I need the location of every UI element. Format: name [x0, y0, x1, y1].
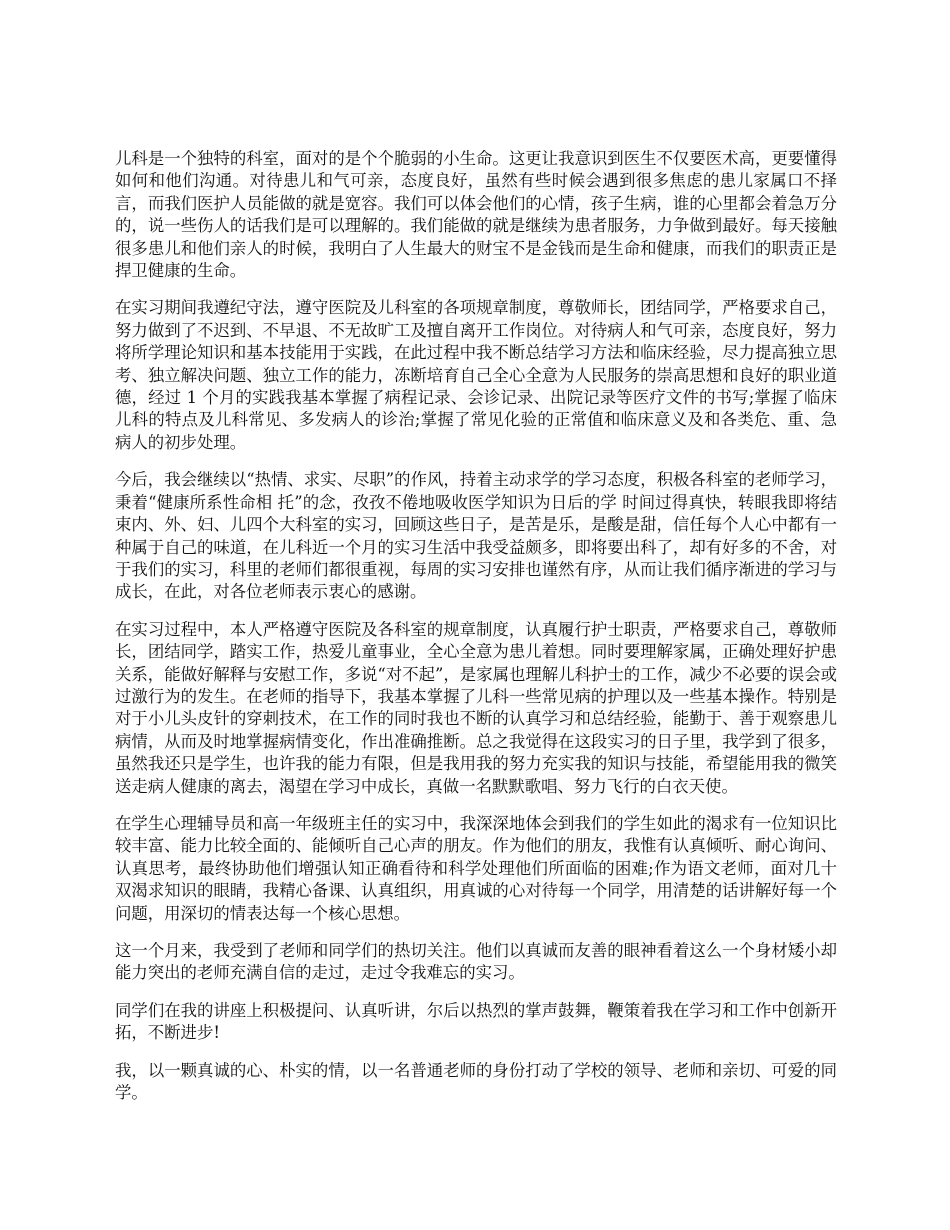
paragraph: 在学生心理辅导员和高一年级班主任的实习中，我深深地体会到我们的学生如此的渴求有一位知识比较丰富、能力比较全面的、能倾听自己心声的朋友。作为他们的朋友，我惟有认真倾听、耐心询问、认真思考，最终协助他们增强认知正确看待和科学处理他们所面临的困难;作为语文老师，面对几十双渴求知识的眼睛，我精心备课、认真组织，用真诚的心对待每一个同学，用清楚的话讲解好每一个问题，用深切的情表达每一个核心思想。 [115, 813, 837, 923]
paragraph: 儿科是一个独特的科室，面对的是个个脆弱的小生命。这更让我意识到医生不仅要医术高，更要懂得如何和他们沟通。对待患儿和气可亲，态度良好，虽然有些时候会遇到很多焦虑的患儿家属口不择言，而我们医护人员能做的就是宽容。我们可以体会他们的心情，孩子生病，谁的心里都会着急万分的，说一些伤人的话我们是可以理解的。我们能做的就是继续为患者服务，力争做到最好。每天接触很多患儿和他们亲人的时候，我明白了人生最大的财宝不是金钱而是生命和健康，而我们的职责正是捍卫健康的生命。 [115, 149, 837, 281]
paragraph: 我，以一颗真诚的心、朴实的情，以一名普通老师的身份打动了学校的领导、老师和亲切、可爱的同学。 [115, 1060, 837, 1103]
paragraph: 今后，我会继续以“热情、求实、尽职”的作风，持着主动求学的学习态度，积极各科室的老师学习，秉着“健康所系性命相 托”的念，孜孜不倦地吸收医学知识为日后的学 时间过得真快，转眼我即将结束内、外、妇、儿四个大科室的实习，回顾这些日子，是苦是乐，是酸是甜，信任每个人心中都有一种属于自己的味道，在儿科近一个月的实习生活中我受益颇多，即将要出科了，却有好多的不舍，对于我们的实习，科里的老师们都很重视，每周的实习安排也谨然有序，从而让我们循序渐进的学习与成长，在此，对各位老师表示衷心的感谢。 [115, 470, 837, 602]
document-body [115, 148, 837, 1119]
paragraph: 这一个月来，我受到了老师和同学们的热切关注。他们以真诚而友善的眼神看着这么一个身材矮小却能力突出的老师充满自信的走过，走过令我难忘的实习。 [115, 941, 837, 983]
paragraph: 在实习过程中，本人严格遵守医院及各科室的规章制度，认真履行护士职责，严格要求自己，尊敬师长，团结同学，踏实工作，热爱儿童事业，全心全意为患儿着想。同时要理解家属，正确处理好护患关系，能做好解释与安慰工作，多说“对不起”，是家属也理解儿科护士的工作，减少不必要的误会或过激行为的发生。在老师的指导下，我基本掌握了儿科一些常见病的护理以及一些基本操作。特别是对于小儿头皮针的穿刺技术，在工作的同时我也不断的认真学习和总结经验，能勤于、善于观察患儿病情，从而及时地掌握病情变化，作出准确推断。总之我觉得在这段实习的日子里，我学到了很多，虽然我还只是学生，也许我的能力有限，但是我用我的努力充实我的知识与技能，希望能用我的微笑送走病人健康的离去，渴望在学习中成长，真做一名默默歌唱、努力飞行的白衣天使。 [115, 619, 837, 796]
paragraph: 在实习期间我遵纪守法，遵守医院及儿科室的各项规章制度，尊敬师长，团结同学，严格要求自己，努力做到了不迟到、不早退、不无故旷工及擅自离开工作岗位。对待病人和气可亲，态度良好，努力将所学理论知识和基本技能用于实践，在此过程中我不断总结学习方法和临床经验，尽力提高独立思考、独立解决问题、独立工作的能力，冻断培育自己全心全意为人民服务的崇高思想和良好的职业道德，经过 1 个月的实践我基本掌握了病程记录、会诊记录、出院记录等医疗文件的书写;掌握了临床儿科的特点及儿科常见、多发病人的诊治;掌握了常见化验的正常值和临床意义及和各类危、重、急病人的初步处理。 [115, 298, 837, 452]
paragraph: 同学们在我的讲座上积极提问、认真听讲，尔后以热烈的掌声鼓舞，鞭策着我在学习和工作中创新开拓，不断进步! [115, 1000, 837, 1043]
